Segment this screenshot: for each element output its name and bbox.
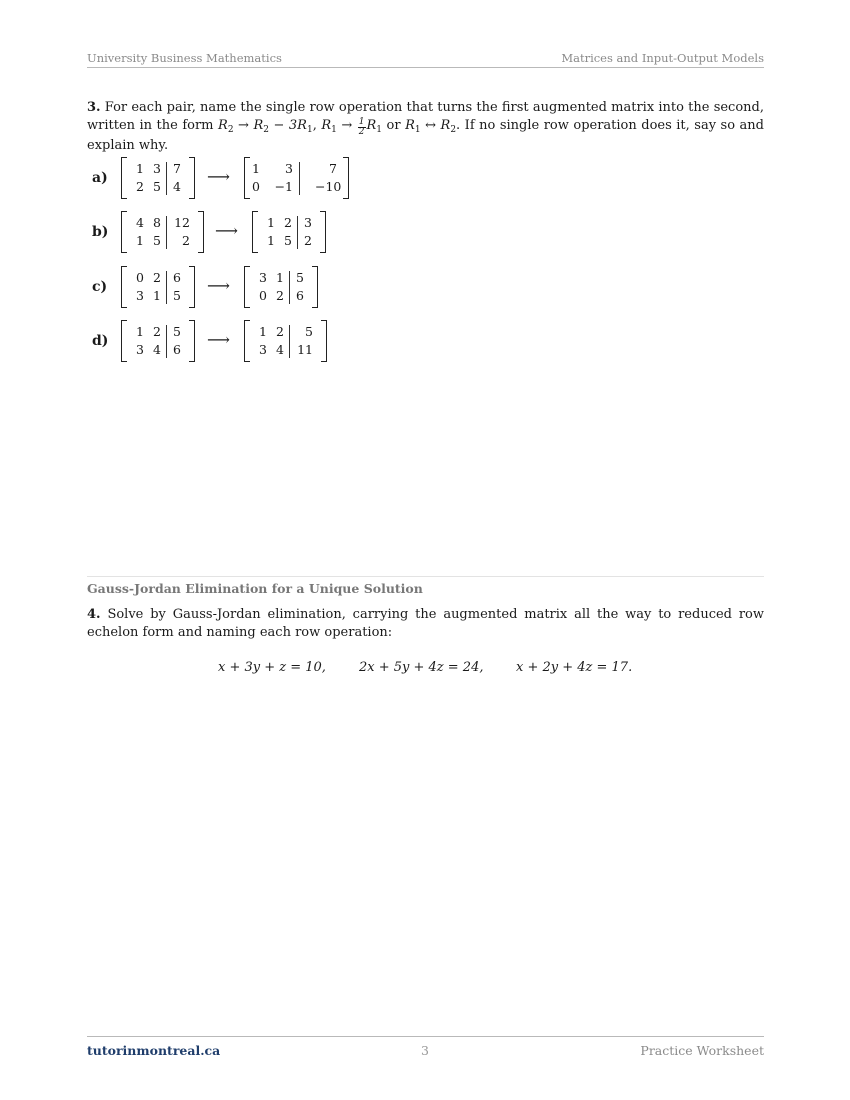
matrix-cell: 1 xyxy=(136,233,144,248)
problem-3-statement xyxy=(87,99,764,155)
page-header xyxy=(87,51,764,68)
footer-rule xyxy=(87,1036,764,1037)
matrix-cell: −10 xyxy=(315,179,342,194)
item-label: c) xyxy=(92,279,108,295)
left-matrix xyxy=(121,320,195,362)
matrix-cell: 11 xyxy=(297,342,313,357)
chapter-title: Matrices and Input-Output Models xyxy=(561,51,764,65)
matrix-cell: 0 xyxy=(259,288,267,303)
matrix-cell: 3 xyxy=(259,270,267,285)
matrix-cell: 5 xyxy=(153,179,161,194)
section-title: Gauss-Jordan Elimination for a Unique Solution xyxy=(87,581,423,596)
matrix-cell: 4 xyxy=(276,342,284,357)
matrix-cell: 5 xyxy=(284,233,292,248)
matrix-cell: 2 xyxy=(276,288,284,303)
transform-arrow: ⟶ xyxy=(215,221,238,240)
equation-1: x + 3y + z = 10, xyxy=(218,660,326,675)
equation-2: 2x + 5y + 4z = 24, xyxy=(359,660,484,675)
augment-bar xyxy=(289,325,290,358)
matrix-cell: 6 xyxy=(296,288,304,303)
transform-arrow: ⟶ xyxy=(207,276,230,295)
matrix-cell: 2 xyxy=(153,270,161,285)
matrix-cell: 5 xyxy=(296,270,304,285)
transform-arrow: ⟶ xyxy=(207,167,230,186)
matrix-cell: 7 xyxy=(173,161,181,176)
problem-4-statement xyxy=(87,606,764,642)
matrix-cell: 3 xyxy=(153,161,161,176)
matrix-cell: 1 xyxy=(136,324,144,339)
matrix-cell: 5 xyxy=(173,324,181,339)
matrix-cell: 3 xyxy=(304,215,312,230)
row-op-forms: $R_2 \to R_2 - 3R_1$, $R_1$ → $\frac{1}{2}$ $R_1$ or $R_1$ ↔ $R_2$ xyxy=(218,117,457,137)
right-matrix xyxy=(244,266,318,308)
matrix-cell: 1 xyxy=(153,288,161,303)
matrix-cell: 1 xyxy=(267,233,275,248)
item-label: a) xyxy=(92,170,108,186)
matrix-cell: 1 xyxy=(259,324,267,339)
matrix-cell: 2 xyxy=(284,215,292,230)
matrix-cell: 5 xyxy=(173,288,181,303)
transform-arrow: ⟶ xyxy=(207,330,230,349)
augment-bar xyxy=(166,216,167,249)
right-matrix xyxy=(244,157,349,199)
matrix-cell: 2 xyxy=(276,324,284,339)
left-matrix xyxy=(121,266,195,308)
problem-3-text-2: . If no single row operation does it, say so and explain why. xyxy=(87,118,764,153)
right-matrix xyxy=(252,211,326,253)
footer-site-link[interactable]: tutorinmontreal.ca xyxy=(87,1043,221,1058)
left-matrix xyxy=(121,211,204,253)
matrix-cell: 0 xyxy=(136,270,144,285)
matrix-cell: 2 xyxy=(136,179,144,194)
matrix-cell: 2 xyxy=(304,233,312,248)
matrix-cell: 7 xyxy=(329,161,337,176)
section-divider xyxy=(87,576,764,577)
matrix-cell: 2 xyxy=(182,233,190,248)
matrix-cell: 3 xyxy=(285,161,293,176)
matrix-cell: −1 xyxy=(274,179,293,194)
course-title: University Business Mathematics xyxy=(87,51,282,65)
matrix-cell: 12 xyxy=(174,215,190,230)
matrix-cell: 6 xyxy=(173,342,181,357)
matrix-cell: 3 xyxy=(259,342,267,357)
matrix-cell: 1 xyxy=(267,215,275,230)
matrix-cell: 4 xyxy=(153,342,161,357)
problem-4-number: 4. xyxy=(87,607,101,622)
matrix-cell: 6 xyxy=(173,270,181,285)
matrix-cell: 3 xyxy=(136,342,144,357)
matrix-cell: 2 xyxy=(153,324,161,339)
matrix-cell: 8 xyxy=(153,215,161,230)
item-label: d) xyxy=(92,333,109,349)
matrix-cell: 5 xyxy=(305,324,313,339)
augment-bar xyxy=(299,162,300,195)
left-matrix xyxy=(121,157,195,199)
item-label: b) xyxy=(92,224,109,240)
problem-3-text-1: For each pair, name the single row operation that turns the first augmented matrix into the second, written in the form xyxy=(87,100,764,133)
matrix-cell: 3 xyxy=(136,288,144,303)
matrix-cell: 4 xyxy=(173,179,181,194)
problem-4-text: Solve by Gauss-Jordan elimination, carrying the augmented matrix all the way to reduced row echelon form and naming each row operation: xyxy=(87,607,765,640)
matrix-cell: 4 xyxy=(136,215,144,230)
page-number: 3 xyxy=(421,1043,429,1058)
matrix-cell: 0 xyxy=(252,179,260,194)
matrix-cell: 1 xyxy=(136,161,144,176)
matrix-cell: 1 xyxy=(276,270,284,285)
problem-3-number: 3. xyxy=(87,100,101,115)
footer-label: Practice Worksheet xyxy=(640,1043,764,1058)
matrix-cell: 1 xyxy=(252,161,260,176)
right-matrix xyxy=(244,320,327,362)
equation-3: x + 2y + 4z = 17. xyxy=(516,660,633,675)
matrix-cell: 5 xyxy=(153,233,161,248)
